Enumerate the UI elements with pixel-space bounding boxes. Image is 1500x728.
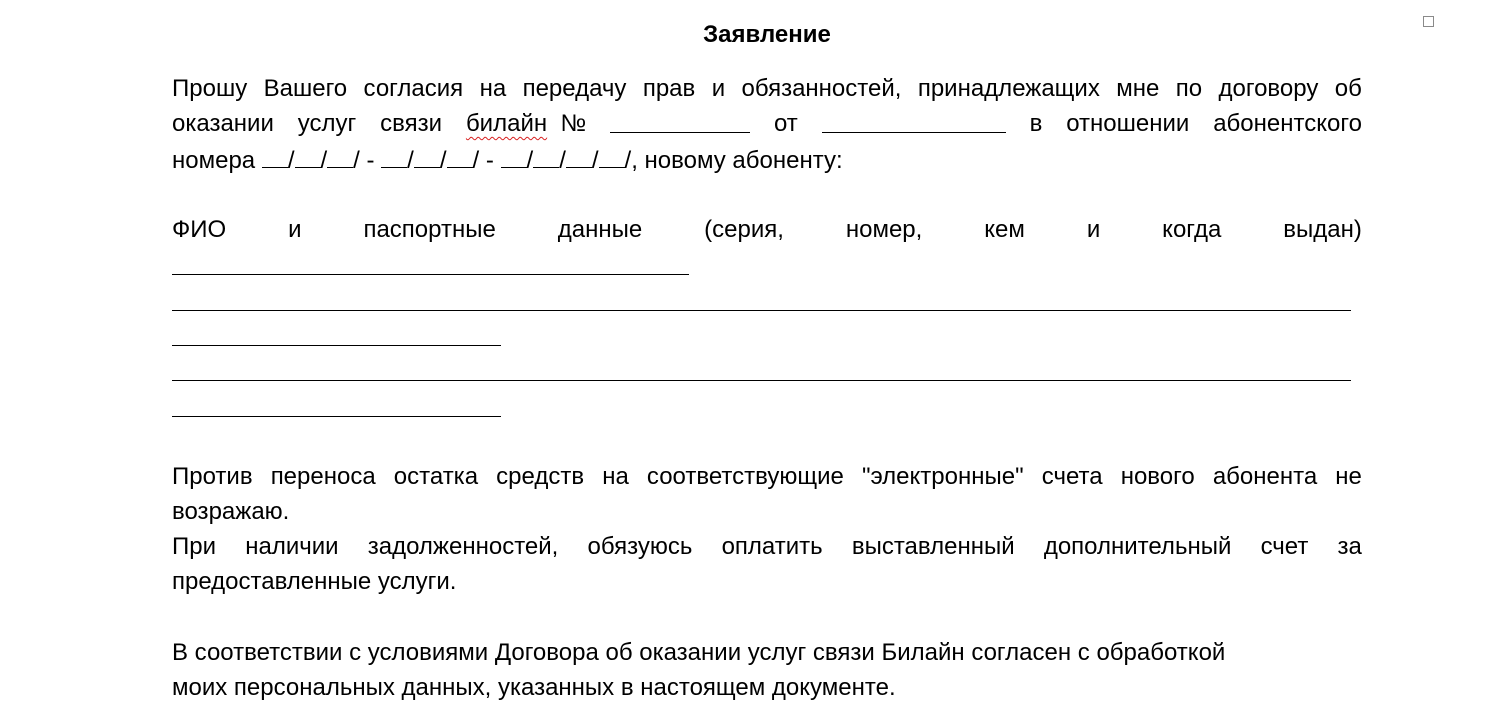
digit-blank [533, 141, 559, 168]
word: принадлежащих [917, 75, 1100, 102]
paragraph1-line3 [172, 141, 843, 176]
digit-blank [447, 141, 473, 168]
paragraph4-line2: предоставленные услуги. [172, 568, 457, 595]
paragraph4-line1 [172, 529, 1362, 564]
word: об [1334, 75, 1362, 102]
word: и [1086, 216, 1101, 243]
phone-number-blank: / / / - / / / - / / / / [262, 147, 631, 174]
word: выставленный [851, 533, 1015, 560]
word: ФИО [172, 216, 227, 243]
contract-date-blank [822, 106, 1006, 133]
word: оказании [172, 110, 274, 137]
word: средств [496, 463, 585, 490]
word: Против [172, 463, 253, 490]
new-subscriber-label: , новому абоненту: [631, 147, 843, 174]
word: услуг [297, 110, 357, 137]
phone-number-label: номера [172, 147, 256, 174]
digit-blank [414, 141, 440, 168]
word: дополнительный [1043, 533, 1232, 560]
word: и [711, 75, 726, 102]
word: за [1337, 533, 1362, 560]
digit-blank [262, 141, 288, 168]
digit-blank [566, 141, 592, 168]
paragraph1-line1 [172, 71, 1362, 106]
paragraph3-line1 [172, 459, 1362, 494]
word: не [1335, 463, 1362, 490]
word: кем [984, 216, 1025, 243]
word: Прошу [172, 75, 248, 102]
word: и [288, 216, 302, 243]
word: передачу [522, 75, 627, 102]
passport-data-blank-2 [172, 310, 1351, 311]
document-title: Заявление [703, 21, 831, 48]
word: мне [1116, 75, 1160, 102]
word: на [602, 463, 629, 490]
digit-blank [501, 141, 527, 168]
word: обязанностей, [741, 75, 902, 102]
brand-name-spellcheck: билайн [465, 110, 548, 137]
word: остатка [393, 463, 479, 490]
word: номер, [845, 216, 923, 243]
passport-data-blank-3 [172, 345, 501, 346]
word: абонентского [1213, 110, 1362, 137]
word: оплатить [721, 533, 823, 560]
contract-number-blank [610, 106, 750, 133]
digit-blank [599, 141, 625, 168]
number-sign: № [560, 110, 587, 137]
word: данные [557, 216, 643, 243]
word: При [172, 533, 217, 560]
word: договору [1218, 75, 1319, 102]
digit-blank [295, 141, 321, 168]
paragraph5-line1: В соответствии с условиями Договора об оказании услуг связи Билайн согласен с обработкой [172, 639, 1226, 666]
word: согласия [363, 75, 464, 102]
word: (серия, [704, 216, 784, 243]
word: паспортные [363, 216, 496, 243]
word: прав [642, 75, 696, 102]
word: наличии [245, 533, 339, 560]
word: в [1029, 110, 1043, 137]
word: "электронные" [861, 463, 1024, 490]
digit-blank [381, 141, 407, 168]
word: связи [380, 110, 443, 137]
word: когда [1162, 216, 1222, 243]
paragraph1-line2 [172, 106, 1362, 141]
word: отношении [1066, 110, 1190, 137]
passport-data-blank-4 [172, 380, 1351, 381]
word: соответствующие [646, 463, 844, 490]
word-from: от [773, 110, 798, 137]
word: Вашего [263, 75, 348, 102]
digit-blank [327, 141, 353, 168]
word: задолженностей, [367, 533, 559, 560]
word: абонента [1212, 463, 1318, 490]
paragraph3-line2: возражаю. [172, 498, 290, 525]
passport-data-label-line [172, 212, 1362, 247]
word: на [479, 75, 507, 102]
passport-data-blank-1 [172, 274, 689, 275]
word: выдан) [1283, 216, 1362, 243]
passport-data-blank-5 [172, 416, 501, 417]
paragraph5-line2: моих персональных данных, указанных в настоящем документе. [172, 674, 896, 701]
word: обязуюсь [587, 533, 693, 560]
word: переноса [270, 463, 376, 490]
empty-checkbox-icon [1423, 16, 1434, 27]
word: нового [1120, 463, 1195, 490]
word: счета [1041, 463, 1103, 490]
word: по [1175, 75, 1203, 102]
word: счет [1260, 533, 1309, 560]
